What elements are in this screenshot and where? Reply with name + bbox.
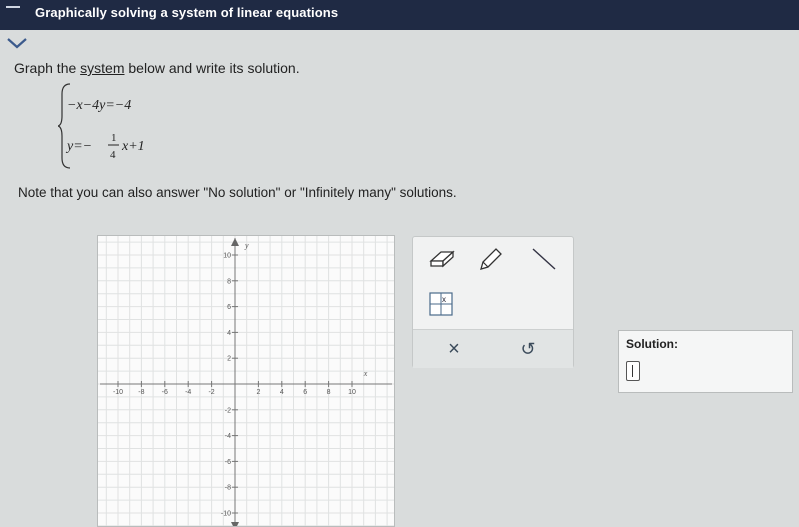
prompt-text: Graph the	[14, 60, 81, 76]
x-tick-label: 10	[348, 389, 356, 396]
x-tick-label: -4	[185, 389, 192, 396]
x-tick-label: -8	[138, 389, 145, 396]
x-axis-label: x	[363, 369, 368, 378]
note-text: Note that you can also answer "No solution" or "Infinitely many" solutions.	[18, 185, 457, 200]
x-tick-label: 6	[303, 389, 308, 396]
tool-panel	[412, 236, 574, 368]
undo-icon[interactable]: ↺	[520, 339, 536, 359]
pencil-icon[interactable]	[477, 247, 503, 271]
eraser-icon[interactable]	[427, 249, 457, 269]
y-tick-label: -8	[224, 484, 231, 492]
solution-input[interactable]	[626, 361, 640, 381]
y-tick-label: 6	[227, 304, 231, 312]
solution-label: Solution:	[626, 337, 678, 351]
x-tick-label: -6	[161, 389, 168, 396]
equation-2-denominator: 4	[110, 149, 116, 161]
no-solution-icon[interactable]	[427, 291, 455, 317]
x-tick-label: 4	[279, 389, 284, 396]
page-title: Graphically solving a system of linear equations	[35, 5, 339, 20]
system-link[interactable]: system	[80, 60, 125, 76]
prompt-text-end: below and write its solution.	[124, 60, 300, 76]
question-prompt	[14, 60, 300, 76]
y-tick-label: 2	[227, 355, 231, 363]
y-tick-label: 10	[223, 252, 231, 260]
toolbar-actions	[413, 329, 573, 368]
header-bar	[0, 0, 799, 30]
equation-2-numerator: 1	[111, 132, 117, 144]
coordinate-grid[interactable]	[98, 236, 394, 526]
y-axis-label: y	[245, 241, 249, 250]
y-tick-label: 4	[227, 329, 231, 337]
equation-2-lhs: y=−	[67, 139, 93, 154]
solution-box	[618, 330, 793, 393]
menu-dash-icon[interactable]	[6, 6, 20, 8]
x-tick-label: -2	[208, 389, 215, 396]
collapse-chevron-icon[interactable]	[4, 36, 30, 50]
y-tick-label: -4	[224, 433, 231, 441]
equation-system	[58, 80, 258, 172]
y-tick-label: -10	[220, 510, 231, 518]
graph-area[interactable]	[97, 235, 395, 527]
line-tool-icon[interactable]	[529, 245, 559, 273]
equation-1: −x−4y=−4	[67, 98, 132, 113]
svg-text:x: x	[442, 295, 446, 304]
y-tick-label: -2	[224, 407, 231, 415]
x-tick-label: -10	[112, 389, 124, 396]
y-tick-label: 8	[227, 278, 231, 286]
equation-2-rhs: x+1	[122, 139, 145, 154]
y-tick-label: -6	[224, 458, 231, 466]
clear-icon[interactable]: ×	[448, 338, 460, 360]
x-tick-label: 8	[326, 389, 331, 396]
x-tick-label: 2	[256, 389, 261, 396]
